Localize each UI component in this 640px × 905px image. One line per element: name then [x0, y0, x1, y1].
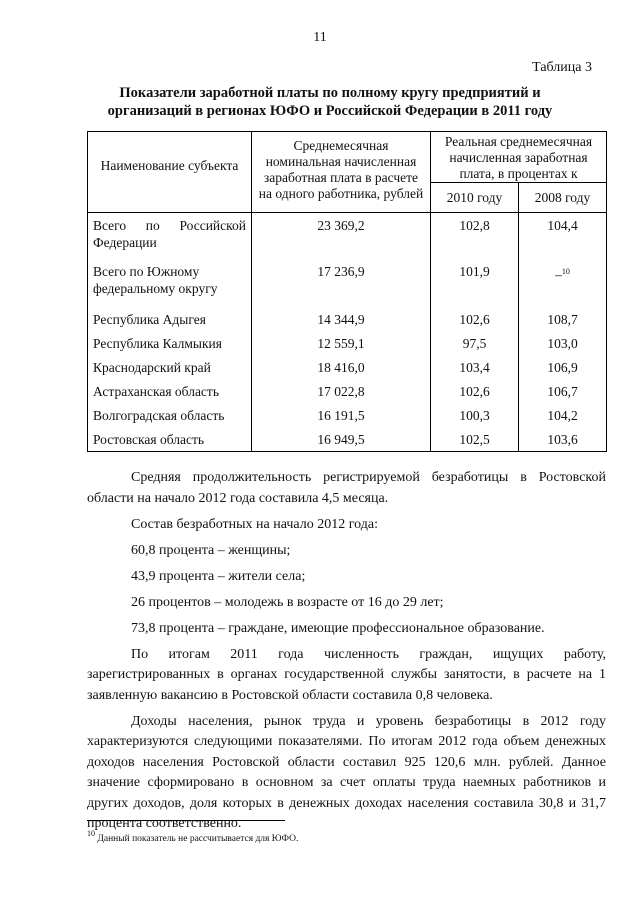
header-nominal: Среднемесячная номинальная начисленная заработная плата в расчете на одного работника, рублей — [252, 132, 431, 213]
row-nominal: 18 416,0 — [252, 355, 431, 379]
table-row — [88, 307, 607, 331]
row-name: Волгоградская область — [88, 403, 252, 427]
row-2008: 106,9 — [519, 355, 607, 379]
footnote-number: 10 — [87, 829, 95, 838]
row-nominal: 16 949,5 — [252, 427, 431, 452]
table-row — [88, 331, 607, 355]
row-nominal: 23 369,2 — [252, 213, 431, 258]
paragraph: Средняя продолжительность регистрируемой безработицы в Ростовской области на начало 2012 года составила 4,5 месяца. — [87, 470, 606, 506]
row-2008-value: – — [555, 267, 562, 282]
table-row — [88, 427, 607, 452]
table-row — [88, 257, 607, 307]
table-title: Показатели заработной платы по полному кругу предприятий и организаций в регионах ЮФО и Российской Федерации в 2011 году — [107, 85, 553, 119]
wage-table — [87, 131, 607, 452]
row-2008: 108,7 — [519, 307, 607, 331]
row-2010: 102,8 — [431, 213, 519, 258]
footnote — [87, 829, 298, 844]
list-item: 43,9 процента – жители села; — [131, 568, 306, 584]
row-name: Республика Адыгея — [88, 307, 252, 331]
paragraph: По итогам 2011 года численность граждан, ищущих работу, зарегистрированных в органах государственной службы занятости, в расчете на 1 заявленную вакансию в Ростовской области составила 0,8 человека. — [87, 646, 606, 703]
row-2010: 102,5 — [431, 427, 519, 452]
page-number: 11 — [313, 30, 327, 45]
list-item: 60,8 процента – женщины; — [131, 542, 291, 558]
table-row — [88, 213, 607, 258]
row-2008: 104,2 — [519, 403, 607, 427]
list-item: 73,8 процента – граждане, имеющие профессиональное образование. — [131, 620, 545, 636]
row-2010: 102,6 — [431, 379, 519, 403]
row-2010: 101,9 — [431, 257, 519, 307]
row-name: Ростовская область — [88, 427, 252, 452]
row-2008: 104,4 — [519, 213, 607, 258]
header-real: Реальная среднемесячная начисленная заработная плата, в процентах к — [431, 132, 607, 183]
body-text — [87, 468, 606, 840]
row-2008: 103,6 — [519, 427, 607, 452]
row-nominal: 17 236,9 — [252, 257, 431, 307]
row-nominal: 12 559,1 — [252, 331, 431, 355]
table-label: Таблица 3 — [532, 60, 592, 75]
paragraph: Доходы населения, рынок труда и уровень безработицы в 2012 году характеризуются следующими показателями. По итогам 2012 года объем денежных доходов населения Ростовской области составил 925 120,6 млн. рублей. Данное значение сформировано в основном за счет оплаты труда наемных работников и других доходов, доля которых в денежных доходах населения составила 30,8 и 31,7 процента соответственно. — [87, 713, 606, 831]
header-2010: 2010 году — [431, 183, 519, 213]
row-nominal: 16 191,5 — [252, 403, 431, 427]
table-row — [88, 379, 607, 403]
row-2008: 103,0 — [519, 331, 607, 355]
row-name: Краснодарский край — [88, 355, 252, 379]
row-nominal: 14 344,9 — [252, 307, 431, 331]
table-row — [88, 403, 607, 427]
row-name: Всего по Южному федеральному округу — [88, 257, 252, 307]
row-2010: 97,5 — [431, 331, 519, 355]
row-name: Всего по Российской Федерации — [88, 213, 252, 258]
header-2008: 2008 году — [519, 183, 607, 213]
footnote-ref: 10 — [561, 267, 570, 276]
table-row — [88, 355, 607, 379]
paragraph: Состав безработных на начало 2012 года: — [131, 516, 378, 532]
row-name: Республика Калмыкия — [88, 331, 252, 355]
row-2010: 103,4 — [431, 355, 519, 379]
row-2010: 102,6 — [431, 307, 519, 331]
header-name: Наименование субъекта — [88, 132, 252, 213]
row-2008: 106,7 — [519, 379, 607, 403]
footnote-text: Данный показатель не рассчитывается для ЮФО. — [97, 834, 299, 844]
row-2010: 100,3 — [431, 403, 519, 427]
row-2008 — [519, 257, 607, 307]
row-name: Астраханская область — [88, 379, 252, 403]
list-item: 26 процентов – молодежь в возрасте от 16 до 29 лет; — [131, 594, 444, 610]
footnote-divider — [87, 820, 285, 821]
row-nominal: 17 022,8 — [252, 379, 431, 403]
